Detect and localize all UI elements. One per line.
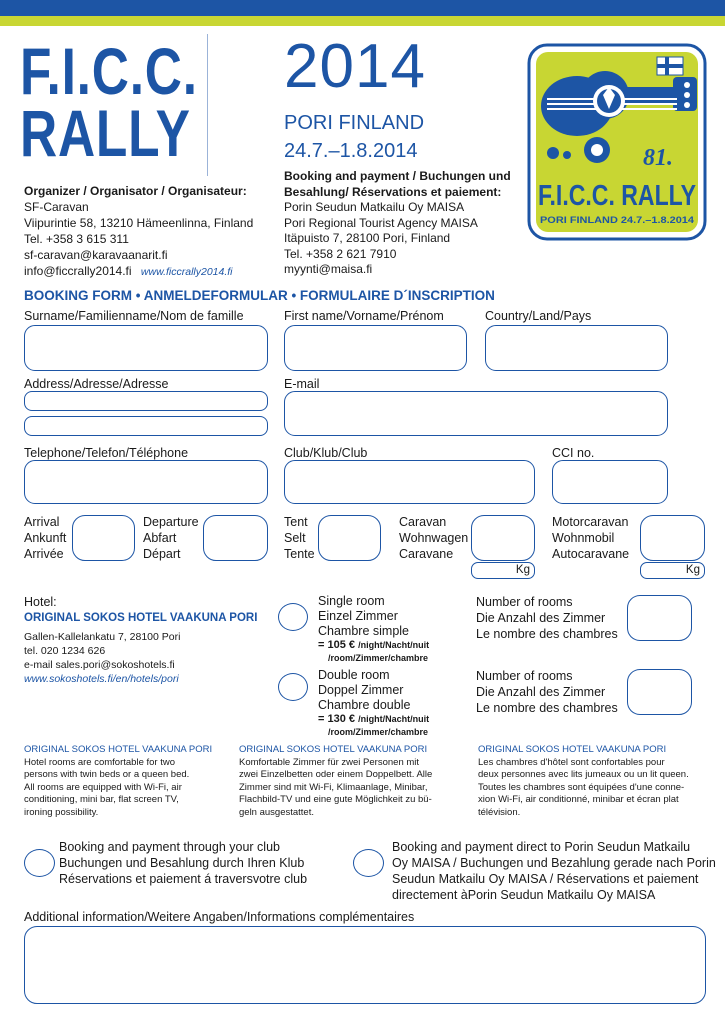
rooms-de-1: Die Anzahl des Zimmer — [476, 611, 606, 625]
motorcaravan-en: Motorcaravan — [552, 515, 629, 529]
club-de: Buchungen und Besahlung durch Ihren Klub — [59, 856, 305, 870]
direct-3: Seudun Matkailu Oy MAISA / Réservations et paiement — [392, 872, 699, 886]
description-de-heading: ORIGINAL SOKOS HOTEL VAAKUNA PORI — [239, 744, 428, 755]
single-en: Single room — [318, 594, 385, 608]
email-label: E-mail — [284, 377, 320, 391]
payment-heading-2: Besahlung/ Réservations et paiement: — [284, 184, 502, 199]
double-rooms-count-input[interactable] — [627, 669, 692, 715]
description-de — [239, 744, 464, 819]
additional-info-label: Additional information/Weitere Angaben/Informations complémentaires — [24, 910, 415, 924]
phone-label: Telephone/Telefon/Téléphone — [24, 446, 189, 460]
desc-de-1: Komfortable Zimmer für zwei Personen mit — [239, 756, 420, 768]
single-unit1: /night/Nacht/nuit — [358, 640, 430, 650]
form-title: BOOKING FORM • ANMELDEFORMULAR • FORMULAIRE D´INSCRIPTION — [24, 288, 495, 303]
desc-en-5: ironing possibility. — [24, 806, 99, 818]
dates: 24.7.–1.8.2014 — [284, 140, 418, 162]
direct-booking-checkbox[interactable] — [353, 849, 384, 877]
additional-info-input[interactable] — [24, 926, 706, 1004]
single-fr: Chambre simple — [318, 624, 410, 638]
desc-fr-3: Toutes les chambres sont équipées d'une conne- — [478, 781, 685, 793]
title-line2: RALLY — [20, 96, 191, 170]
payment-line3: Itäpuisto 7, 28100 Pori, Finland — [284, 231, 451, 245]
desc-en-1: Hotel rooms are comfortable for two — [24, 756, 176, 768]
firstname-label: First name/Vorname/Prénom — [284, 309, 444, 323]
club-booking-checkbox[interactable] — [24, 849, 55, 877]
motorcaravan-input[interactable] — [640, 515, 705, 561]
double-unit1: /night/Nacht/nuit — [358, 714, 430, 724]
double-room-label — [318, 668, 429, 738]
departure-label — [143, 514, 199, 562]
hotel-name: ORIGINAL SOKOS HOTEL VAAKUNA PORI — [24, 612, 258, 624]
organizer-website[interactable]: www.ficcrally2014.fi — [140, 266, 233, 278]
motorcaravan-kg-input[interactable] — [640, 562, 705, 579]
club-fr: Réservations et paiement á traversvotre club — [59, 872, 308, 886]
cci-input[interactable] — [552, 460, 668, 504]
desc-fr-1: Les chambres d'hôtel sont confortables pour — [478, 756, 665, 768]
cci-label: CCI no. — [552, 446, 595, 460]
single-room-checkbox[interactable] — [278, 603, 308, 631]
desc-fr-4: xion Wi-Fi, air conditionné, minibar et écran plat — [478, 794, 679, 805]
double-en: Double room — [318, 668, 390, 682]
address-input-line1[interactable] — [24, 391, 268, 411]
description-fr — [478, 744, 718, 819]
organizer-block — [24, 183, 253, 280]
arrival-label — [24, 514, 66, 562]
tent-input[interactable] — [318, 515, 381, 561]
double-fr: Chambre double — [318, 698, 411, 712]
arrival-fr: Arrivée — [24, 547, 64, 561]
caravan-de: Wohnwagen — [399, 531, 469, 545]
tent-label — [284, 514, 315, 562]
organizer-heading: Organizer / Organisator / Organisateur: — [24, 184, 247, 198]
organizer-name: SF-Caravan — [24, 200, 89, 214]
double-unit2: /room/Zimmer/chambre — [328, 727, 429, 737]
double-room-checkbox[interactable] — [278, 673, 308, 701]
tent-en: Tent — [284, 515, 308, 529]
tent-fr: Tente — [284, 547, 315, 561]
desc-en-3: All rooms are equipped with Wi-Fi, air — [24, 781, 182, 793]
logo-badge — [527, 43, 707, 241]
double-price: = 130 € — [318, 713, 356, 725]
logo-subtitle: PORI FINLAND 24.7.–1.8.2014 — [540, 215, 695, 226]
single-price: = 105 € — [318, 639, 356, 651]
logo-title: F.I.C.C. RALLY — [538, 180, 696, 212]
hotel-website[interactable]: www.sokoshotels.fi/en/hotels/pori — [24, 673, 179, 685]
payment-heading-1: Booking and payment / Buchungen und — [284, 169, 511, 183]
location: PORI FINLAND — [284, 112, 425, 134]
payment-info-block — [284, 169, 511, 278]
surname-input[interactable] — [24, 325, 268, 371]
hotel-email: e-mail sales.pori@sokoshotels.fi — [24, 659, 175, 671]
description-en — [24, 744, 229, 819]
single-room-label — [318, 594, 429, 664]
address-input-line2[interactable] — [24, 416, 268, 436]
rally-logo — [527, 43, 707, 241]
organizer-email2: info@ficcrally2014.fi — [24, 264, 132, 278]
arrival-de: Ankunft — [24, 531, 67, 545]
payment-line4: Tel. +358 2 621 7910 — [284, 246, 397, 261]
desc-de-3: Zimmer sind mit Wi-Fi, Klimaanlage, Minibar, — [239, 781, 428, 793]
email-input[interactable] — [284, 391, 668, 436]
direct-2: Oy MAISA / Buchungen und Bezahlung gerade nach Porin — [392, 856, 716, 870]
desc-fr-2: deux personnes avec lits jumeaux ou un lit queen. — [478, 769, 689, 780]
single-rooms-count-label — [476, 594, 618, 642]
caravan-kg-unit: Kg — [515, 564, 530, 576]
single-rooms-count-input[interactable] — [627, 595, 692, 641]
desc-en-2: persons with twin beds or a queen bed. — [24, 769, 190, 780]
logo-number: 81. — [643, 145, 673, 171]
phone-input[interactable] — [24, 460, 268, 504]
caravan-fr: Caravane — [399, 547, 454, 561]
desc-de-5: geln ausgestattet. — [239, 806, 314, 818]
caravan-input[interactable] — [471, 515, 535, 561]
departure-en: Departure — [143, 515, 199, 529]
description-fr-heading: ORIGINAL SOKOS HOTEL VAAKUNA PORI — [478, 744, 667, 755]
country-label: Country/Land/Pays — [485, 309, 592, 323]
club-label: Club/Klub/Club — [284, 446, 368, 460]
direct-4: directement àPorin Seudun Matkailu Oy MAISA — [392, 888, 656, 902]
organizer-address: Viipurintie 58, 13210 Hämeenlinna, Finland — [24, 216, 254, 230]
departure-de: Abfart — [143, 531, 177, 545]
desc-de-2: zwei Einzelbetten oder einem Doppelbett. Alle — [239, 769, 433, 780]
single-unit2: /room/Zimmer/chambre — [328, 653, 429, 663]
direct-1: Booking and payment direct to Porin Seudun Matkailu — [392, 840, 691, 854]
double-de: Doppel Zimmer — [318, 683, 404, 697]
desc-de-4: Flachbild-TV und eine gute Möglichkeit zu bü- — [239, 794, 432, 805]
rooms-en-2: Number of rooms — [476, 669, 573, 683]
rally-title — [20, 34, 198, 170]
organizer-phone: Tel. +358 3 615 311 — [24, 232, 129, 246]
caravan-kg-input[interactable] — [471, 562, 535, 579]
motorcaravan-fr: Autocaravane — [552, 547, 630, 561]
country-input[interactable] — [485, 325, 668, 371]
address-label: Address/Adresse/Adresse — [24, 377, 169, 391]
desc-fr-5: télévision. — [478, 806, 521, 818]
payment-line2: Pori Regional Tourist Agency MAISA — [284, 215, 478, 230]
hotel-contact — [24, 630, 180, 686]
title-divider — [207, 34, 208, 176]
payment-line5: myynti@maisa.fi — [284, 262, 373, 276]
hotel-label: Hotel: — [24, 595, 57, 609]
hotel-address: Gallen-Kallelankatu 7, 28100 Pori — [24, 631, 181, 643]
title-line1: F.I.C.C. — [20, 34, 198, 108]
tent-de: Selt — [284, 531, 306, 545]
payment-line1: Porin Seudun Matkailu Oy MAISA — [284, 200, 465, 214]
departure-fr: Départ — [143, 547, 181, 561]
rooms-fr-2: Le nombre des chambres — [476, 701, 618, 715]
club-booking-label — [59, 839, 307, 887]
organizer-email: sf-caravan@karavaanarit.fi — [24, 248, 168, 262]
caravan-label — [399, 514, 468, 562]
motorcaravan-kg-unit: Kg — [685, 564, 700, 576]
rooms-fr-1: Le nombre des chambres — [476, 627, 618, 641]
arrival-input[interactable] — [72, 515, 135, 561]
hotel-phone: tel. 020 1234 626 — [24, 645, 106, 657]
motorcaravan-de: Wohnmobil — [552, 531, 615, 545]
double-rooms-count-label — [476, 668, 618, 716]
top-stripe-lime — [0, 16, 725, 26]
description-en-heading: ORIGINAL SOKOS HOTEL VAAKUNA PORI — [24, 744, 213, 755]
single-de: Einzel Zimmer — [318, 609, 398, 623]
rooms-de-2: Die Anzahl des Zimmer — [476, 685, 606, 699]
caravan-en: Caravan — [399, 515, 447, 529]
club-input[interactable] — [284, 460, 535, 504]
firstname-input[interactable] — [284, 325, 467, 371]
year: 2014 — [284, 32, 426, 101]
rooms-en-1: Number of rooms — [476, 595, 573, 609]
arrival-en: Arrival — [24, 515, 60, 529]
desc-en-4: conditioning, mini bar, flat screen TV, — [24, 794, 179, 805]
motorcaravan-label — [552, 514, 629, 562]
departure-input[interactable] — [203, 515, 268, 561]
top-stripe-blue — [0, 0, 725, 16]
direct-booking-label — [392, 839, 716, 903]
surname-label: Surname/Familienname/Nom de famille — [24, 309, 244, 323]
club-en: Booking and payment through your club — [59, 840, 280, 854]
